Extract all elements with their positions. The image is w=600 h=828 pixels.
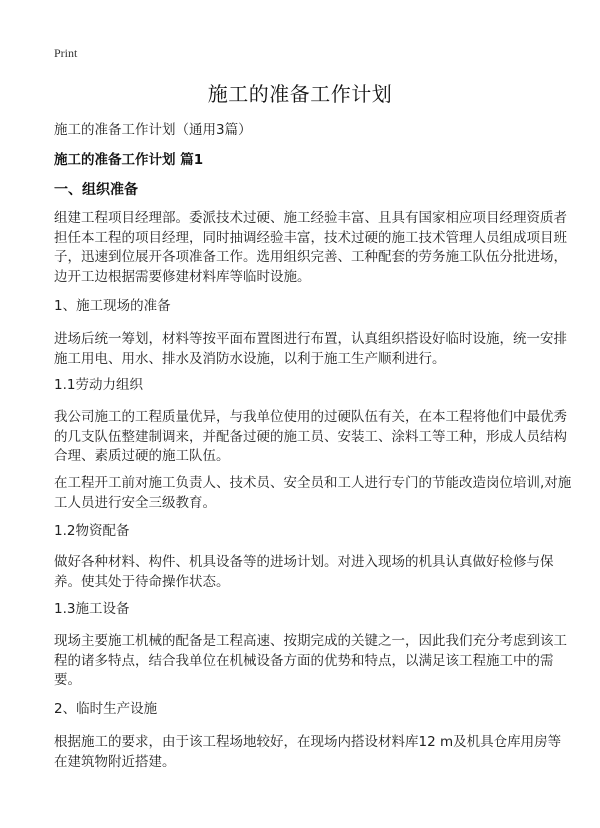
paragraph-materials: 做好各种材料、构件、机具设备等的进场计划。对进入现场的机具认真做好检修与保养。使其处于待命操作状态。 xyxy=(54,554,554,590)
heading-site-prep: 1、施工现场的准备 xyxy=(54,298,171,314)
document-subtitle: 施工的准备工作计划（通用3篇） xyxy=(54,122,252,138)
heading-labor: 1.1劳动力组织 xyxy=(54,377,143,393)
paragraph-training: 在工程开工前对施工负责人、技术员、安全员和工人进行专门的节能改造岗位培训,对施工人员进行安全三级教育。 xyxy=(54,475,572,511)
document-title: 施工的准备工作计划 xyxy=(207,82,393,106)
heading-materials: 1.2物资配备 xyxy=(54,523,130,539)
paragraph-org: 组建工程项目经理部。委派技术过硬、施工经验丰富、且具有国家相应项目经理资质者担任本工程的项目经理，同时抽调经验丰富，技术过硬的施工技术管理人员组成项目班子，迅速到位展开各项准备工作。选用组织完善、工种配套的劳务施工队伍分批进场，边开工边根据需要修建材料库等临时设施。 xyxy=(54,210,567,285)
part-heading: 施工的准备工作计划 篇1 xyxy=(54,152,204,168)
section-heading: 一、组织准备 xyxy=(54,182,138,198)
paragraph-site-prep: 进场后统一筹划，材料等按平面布置图进行布置，认真组织搭设好临时设施，统一安排施工用电、用水、排水及消防水设施，以利于施工生产顺利进行。 xyxy=(54,331,567,367)
heading-equipment: 1.3施工设备 xyxy=(54,601,130,617)
paragraph-equipment: 现场主要施工机械的配备是工程高速、按期完成的关键之一，因此我们充分考虑到该工程的诸多特点，结合我单位在机械设备方面的优势和特点，以满足该工程施工中的需要。 xyxy=(54,633,567,688)
paragraph-temp-facilities: 根据施工的要求，由于该工程场地较好，在现场内搭设材料库12 m及机具仓库用房等在建筑物附近搭建。 xyxy=(54,734,562,770)
paragraph-labor: 我公司施工的工程质量优异，与我单位使用的过硬队伍有关，在本工程将他们中最优秀的几支队伍整建制调来，并配备过硬的施工员、安装工、涂料工等工种，形成人员结构合理、素质过硬的施工队伍。 xyxy=(54,409,567,464)
print-label[interactable]: Print xyxy=(54,46,78,60)
heading-temp-facilities: 2、临时生产设施 xyxy=(54,701,158,717)
